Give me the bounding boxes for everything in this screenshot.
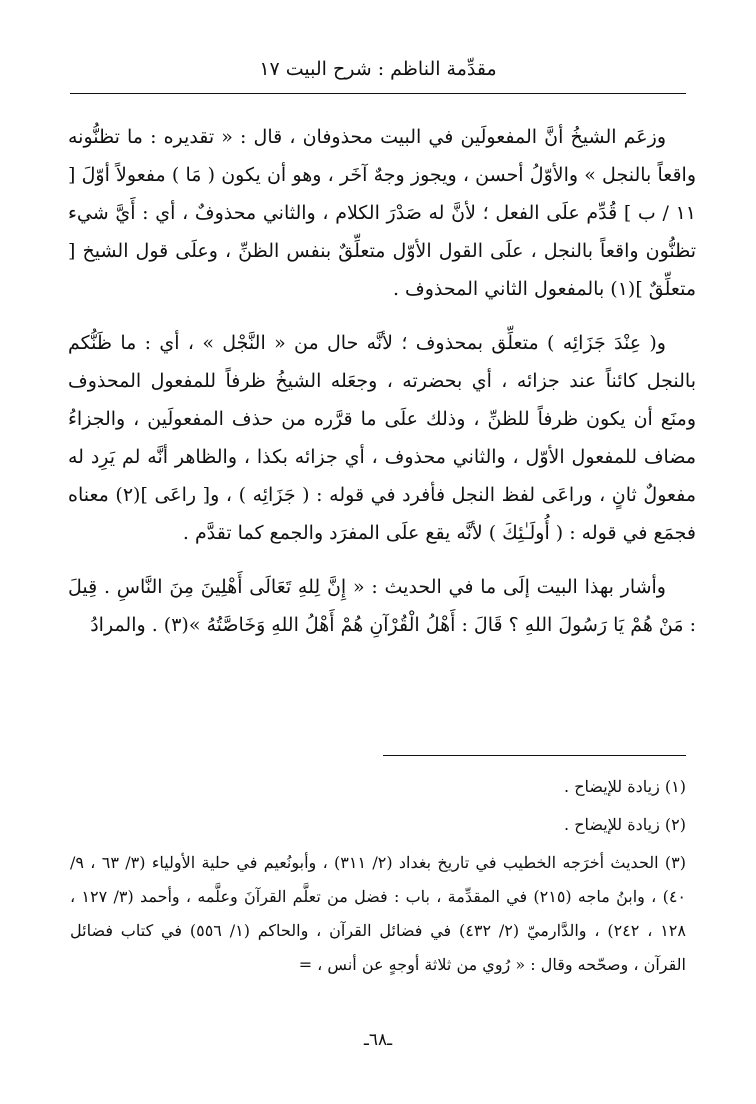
footnote: (٢) زيادة للإيضاح .: [564, 815, 686, 834]
footnote: (٣) الحديث أخرَجه الخطيب في تاريخ بغداد (٢/ ٣١١) ، وأبونُعيم في حلية الأولياء (٣/ ٦٣ ، ٩/ ٤٠) ، وابنُ ماجه (٢١٥) في المقدِّمة ، باب : فضل من تعلَّم القرآنَ وعلَّمه ، وأحمد (٣/ ١٢٧ ، ١٢٨ ، ٢٤٢) ، والدَّارميّ (٢/ ٤٣٢) في فضائل القرآن ، والحاكم (١/ ٥٥٦) في كتاب فضائل القرآن ، وصحّحه وقال : « رُوي من ثلاثة أوجهٍ عن أنس ، =: [70, 853, 687, 974]
page-number: ـ٦٨ـ: [363, 1030, 393, 1050]
paragraph: و( عِنْدَ جَزَائِه ) متعلِّق بمحذوف ؛ لأنَّه حال من « النَّجْل » ، أي : ما ظَنُّكم بالنجل كائناً عند جزائه ، أي بحضرته ، وجعَله الشيخُ ظرفاً للمفعول المحذوف ومنَع أن يكون ظرفاً للظنِّ ، وذلك علَى ما قرَّره من حذف المفعولَين ، والجزاءُ مضاف للمفعول الأوّل ، والثاني محذوف ، أي جزائه بكذا ، والظاهر أنَّه لم يَرِد له مفعولٌ ثانٍ ، وراعَى لفظ النجل فأفرد في قوله : ( جَزَائِه ) ، و[ راعَى ](٢) معناه فجمَع في قوله : ( أُولَـٰئِكَ ) لأنَّه يقع علَى المفرَد والجمع كما تقدَّم .: [68, 332, 696, 544]
footnotes: [70, 770, 686, 986]
header-divider: [70, 93, 686, 94]
paragraph: وزعَم الشيخُ أنَّ المفعولَين في البيت محذوفان ، قال : « تقديره : ما تظنُّونه واقعاً بالنجل » والأوّلُ أحسن ، ويجوز وجهٌ آخَر ، وهو أن يكون ( مَا ) مفعولاً أوّلَ [ ١١ / ب ] قُدِّم علَى الفعل ؛ لأنَّ له صَدْرَ الكلام ، والثاني محذوفٌ ، أي : أَيَّ شيء تظنُّون واقعاً بالنجل ، علَى القول الأوّل متعلِّقٌ بنفس الظنِّ ، وعلَى قول الشيخ [ متعلِّقٌ ](١) بالمفعول الثاني المحذوف .: [68, 126, 696, 300]
paragraph: وأشار بهذا البيت إلَى ما في الحديث : « إِنَّ لِلهِ تَعَالَى أَهْلِينَ مِنَ النَّاسِ . قِيلَ : مَنْ هُمْ يَا رَسُولَ اللهِ ؟ قَالَ : أَهْلُ الْقُرْآنِ هُمْ أَهْلُ اللهِ وَخَاصَّتُهُ »(٣) . والمرادُ: [68, 576, 696, 636]
footnote-divider: [383, 755, 686, 756]
running-header: مقدِّمة الناظم : شرح البيت ١٧: [259, 58, 497, 80]
main-text: [68, 118, 696, 660]
footnote: (١) زيادة للإيضاح .: [564, 777, 686, 796]
